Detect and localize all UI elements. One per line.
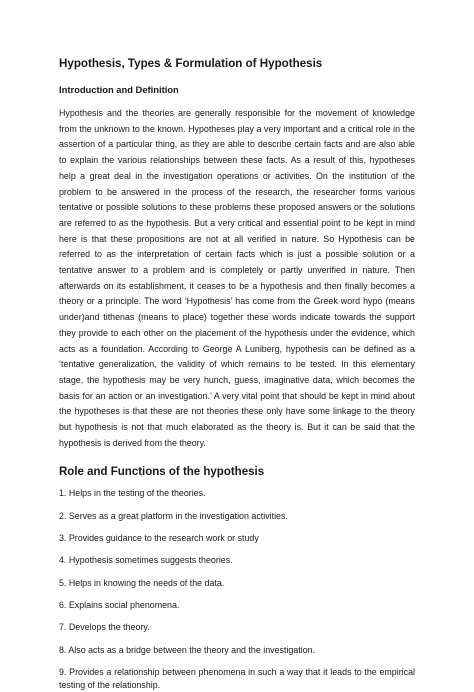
list-item: 9. Provides a relationship between phenomena in such a way that it leads to the empirical testing of the relationship. — [59, 666, 415, 691]
list-item: 6. Explains social phenomena. — [59, 599, 180, 610]
document-title: Hypothesis, Types & Formulation of Hypothesis — [59, 57, 323, 70]
list-item: 5. Helps in knowing the needs of the data. — [59, 577, 225, 588]
section-subtitle: Introduction and Definition — [59, 84, 179, 95]
intro-paragraph: Hypothesis and the theories are generally responsible for the movement of knowledge from the unknown to the known. Hypotheses play a very important and a critical role in the assertion of a particular thing, as they are able to describe certain facts and are also able to explain the various relationships between these facts. As a result of this, hypotheses help a great deal in the investigation operations or activities. On the institution of the problem to be answered in the process of the research, the researcher forms various tentative or possible solutions to these problems these proposed answers or the solutions are referred to as the hypothesis. But a very critical and essential point to be kept in mind here is that these propositions are not at all verified in nature. So Hypothesis can be referred to as the interpretation of certain facts which is just a possible solution or a tentative answer to a problem and is completely or partly unverified in nature. Then afterwards on its establishment, it ceases to be a hypothesis and then finally becomes a theory or a principle. The word ‘Hypothesis’ has come from the Greek word hypo (means under)and tithenas (means to place) together these words indicate towards the support they provide to each other on the placement of the hypothesis under the evidence, which acts as a foundation. According to George A Luniberg, hypothesis can be defined as a ‘tentative generalization, the validity of which remains to be tested. In this elementary stage, the hypothesis may be very hunch, guess, imaginative data, which becomes the basis for an action or an investigation.’ A very vital point that should be kept in mind about the hypotheses is that these are not theories these only have some linkage to the theory but hypothesis is not that much elaborated as the theory is. But it can be said that the hypothesis is derived from the theory. — [59, 108, 415, 448]
list-item: 4. Hypothesis sometimes suggests theories. — [59, 555, 233, 566]
list-item: 8. Also acts as a bridge between the theory and the investigation. — [59, 644, 316, 655]
list-item: 1. Helps in the testing of the theories. — [59, 488, 206, 499]
list-item: 2. Serves as a great platform in the investigation activities. — [59, 510, 288, 521]
functions-list — [59, 487, 415, 692]
list-item: 7. Develops the theory. — [59, 622, 150, 633]
list-item: 3. Provides guidance to the research work or study — [59, 533, 259, 544]
section-heading: Role and Functions of the hypothesis — [59, 466, 265, 479]
